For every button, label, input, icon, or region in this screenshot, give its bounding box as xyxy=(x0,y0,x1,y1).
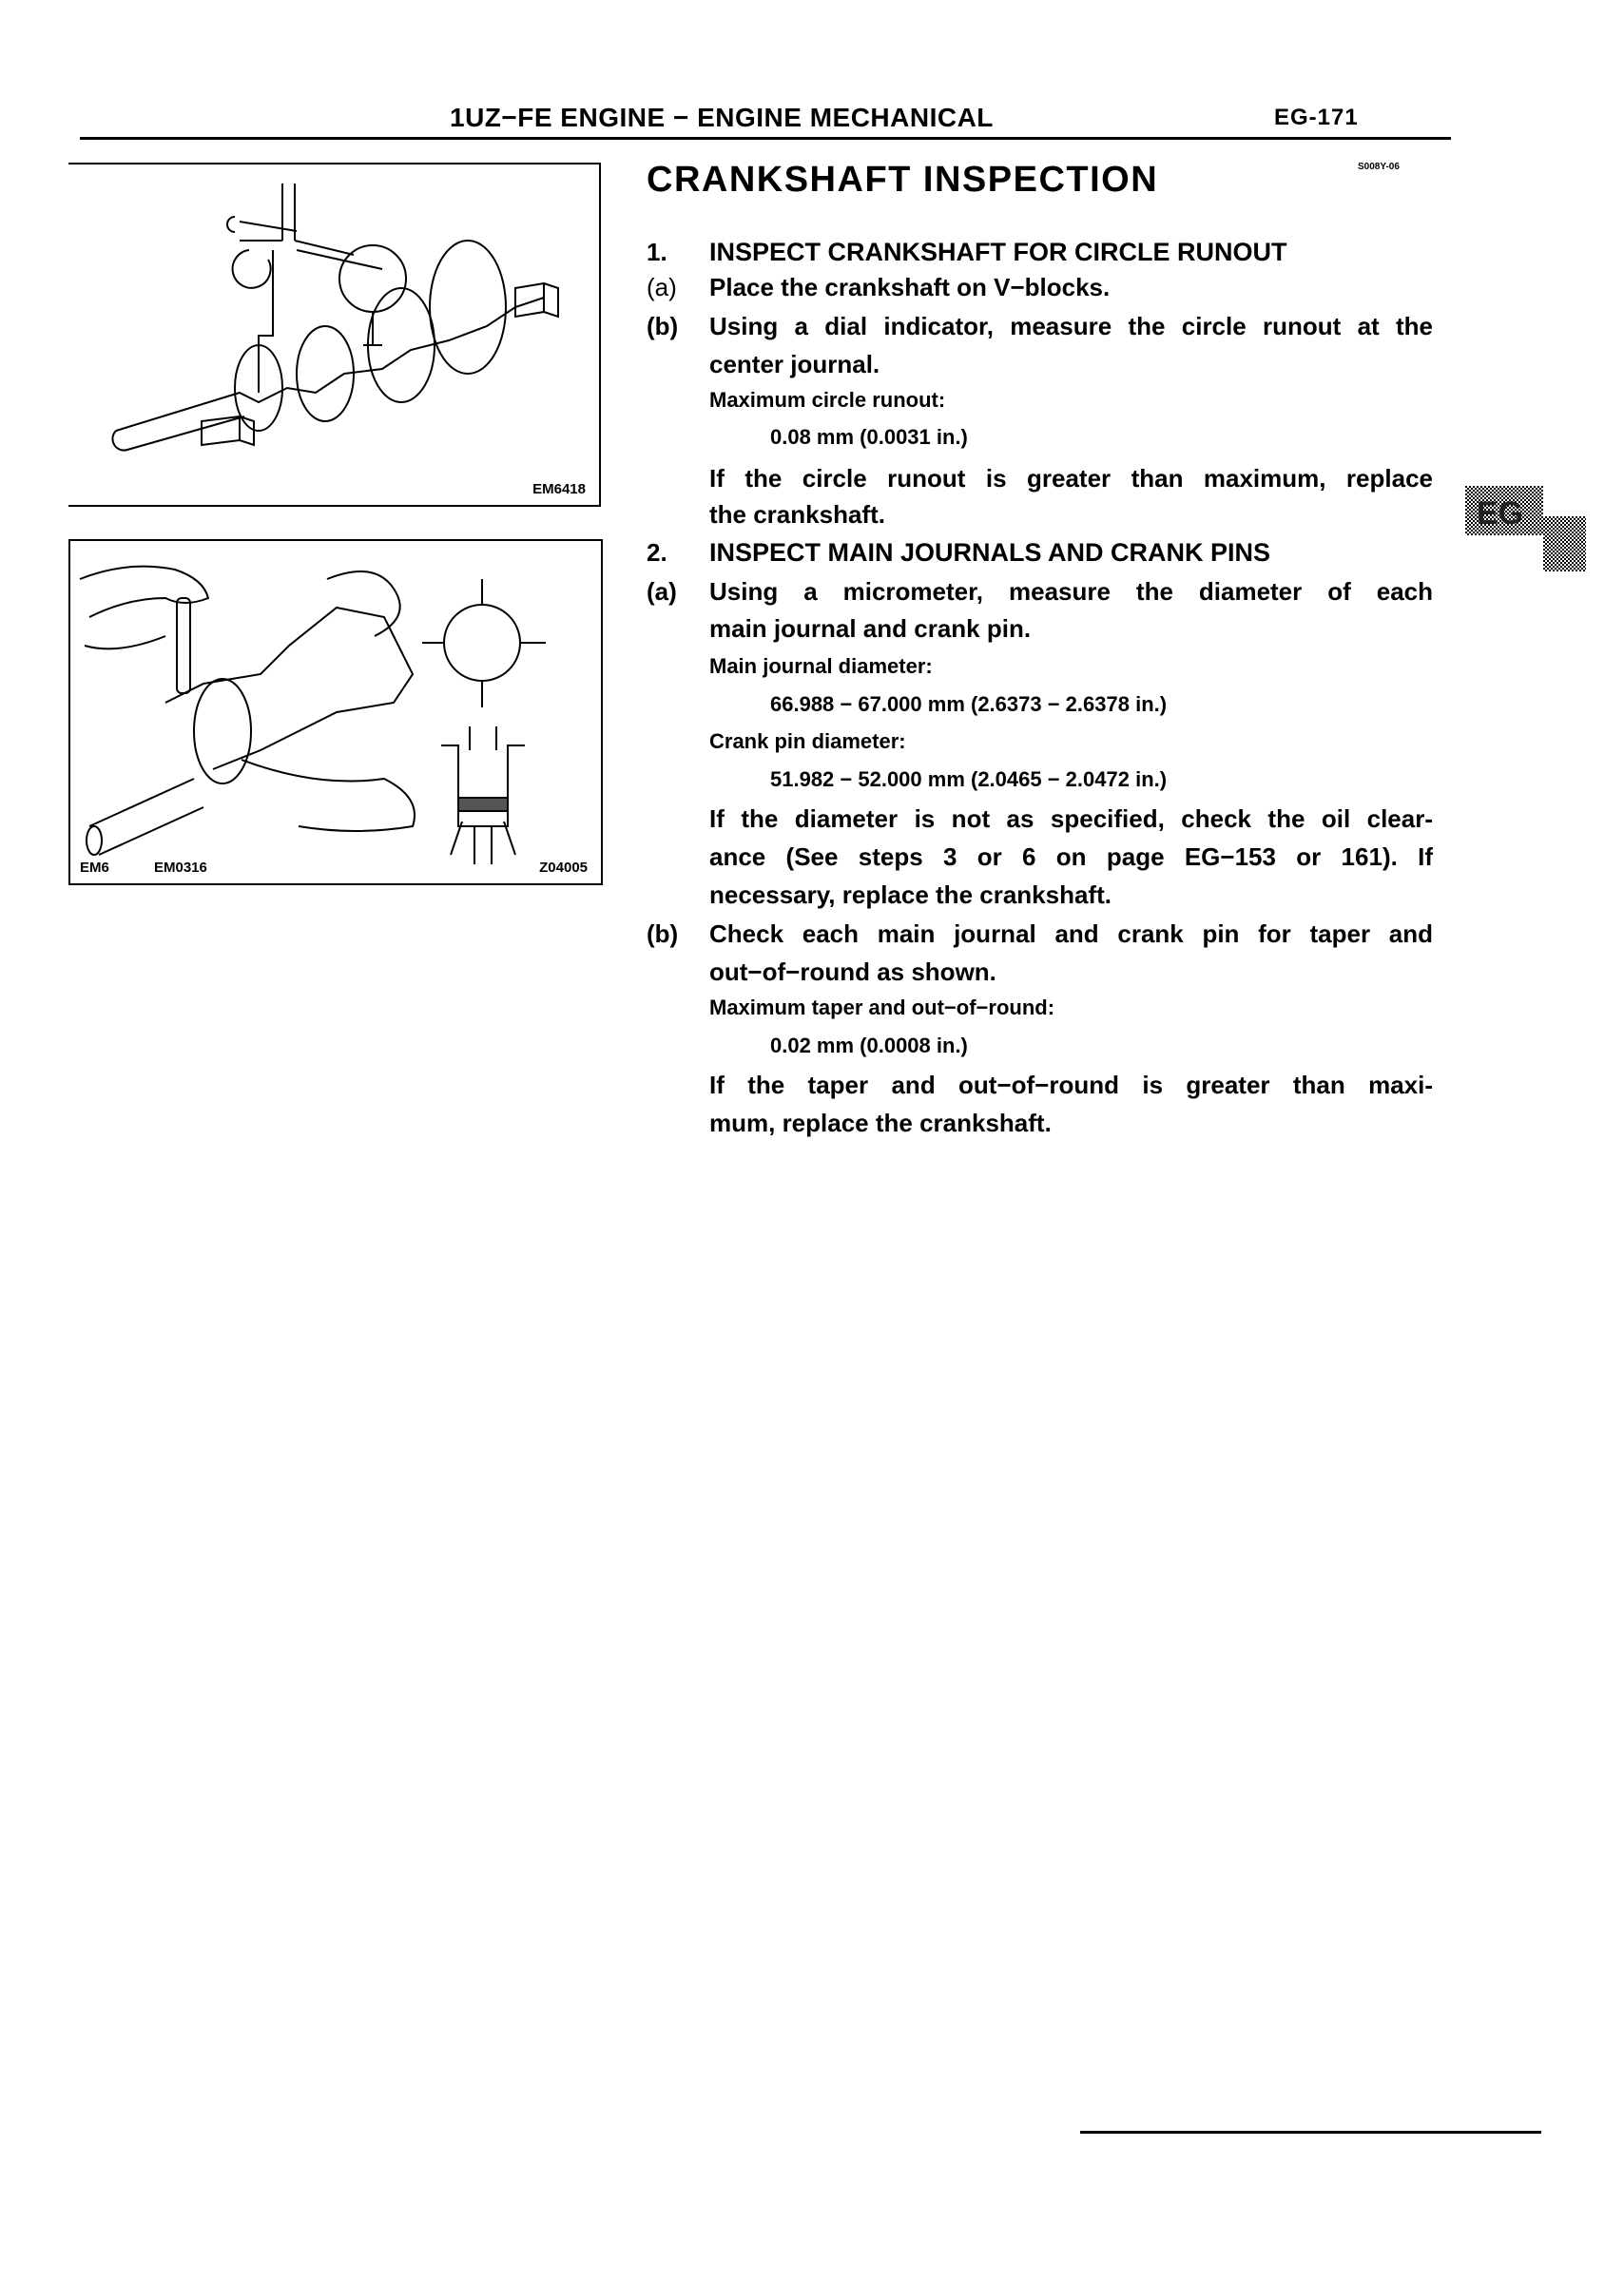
body-line: If the diameter is not as specified, check the oil clear- xyxy=(709,804,1433,833)
body-line: the crankshaft. xyxy=(709,500,885,529)
figure-code: Z04005 xyxy=(539,860,588,876)
micrometer-journal-illustration xyxy=(70,541,601,883)
spec-value: 66.988 − 67.000 mm (2.6373 − 2.6378 in.) xyxy=(770,692,1168,716)
spec-value: 0.08 mm (0.0031 in.) xyxy=(770,425,968,449)
page-title: CRANKSHAFT INSPECTION xyxy=(647,160,1159,200)
body-line: ance (See steps 3 or 6 on page EG−153 or 161). If xyxy=(709,842,1433,871)
spec-label: Main journal diameter: xyxy=(709,654,933,678)
step-heading: INSPECT CRANKSHAFT FOR CIRCLE RUNOUT xyxy=(709,238,1287,266)
figure-code: EM0316 xyxy=(154,860,207,876)
body-line: If the taper and out−of−round is greater than maxi- xyxy=(709,1071,1433,1099)
substep-label: (a) xyxy=(647,273,677,301)
doc-code: S008Y-06 xyxy=(1358,162,1400,172)
body-line: Using a micrometer, measure the diameter of each xyxy=(709,577,1433,606)
section-tab-eg xyxy=(1458,478,1588,573)
body-line: mum, replace the crankshaft. xyxy=(709,1109,1052,1137)
tab-label: EG xyxy=(1477,495,1524,532)
body-line: Using a dial indicator, measure the circle runout at the xyxy=(709,312,1433,340)
spec-label: Maximum circle runout: xyxy=(709,388,946,412)
body-line: out−of−round as shown. xyxy=(709,957,996,986)
body-line: necessary, replace the crankshaft. xyxy=(709,880,1112,909)
substep-label: (b) xyxy=(647,919,679,948)
crankshaft-dial-indicator-illustration xyxy=(68,164,599,505)
body-line: Place the crankshaft on V−blocks. xyxy=(709,273,1111,301)
figure-micrometer xyxy=(68,539,603,885)
figure-runout xyxy=(68,163,601,507)
step-heading: INSPECT MAIN JOURNALS AND CRANK PINS xyxy=(709,538,1271,567)
section-header: 1UZ−FE ENGINE − ENGINE MECHANICAL xyxy=(450,103,994,132)
figure-code-fragment: EM6 xyxy=(80,860,109,876)
substep-label: (b) xyxy=(647,312,679,340)
body-line: center journal. xyxy=(709,350,880,378)
step-number: 1. xyxy=(647,238,667,266)
body-line: main journal and crank pin. xyxy=(709,614,1032,643)
spec-value: 51.982 − 52.000 mm (2.0465 − 2.0472 in.) xyxy=(770,767,1168,791)
step-number: 2. xyxy=(647,538,667,567)
footer-rule xyxy=(1080,2131,1541,2134)
substep-label: (a) xyxy=(647,577,677,606)
eg-tab-graphic xyxy=(1458,478,1588,573)
body-line: Check each main journal and crank pin for taper and xyxy=(709,919,1433,948)
page-number: EG-171 xyxy=(1274,105,1359,130)
header-rule xyxy=(80,137,1451,140)
spec-value: 0.02 mm (0.0008 in.) xyxy=(770,1034,968,1057)
spec-label: Crank pin diameter: xyxy=(709,729,906,753)
body-line: If the circle runout is greater than maximum, replace xyxy=(709,464,1433,493)
figure-code: EM6418 xyxy=(532,481,586,497)
spec-label: Maximum taper and out−of−round: xyxy=(709,996,1055,1019)
